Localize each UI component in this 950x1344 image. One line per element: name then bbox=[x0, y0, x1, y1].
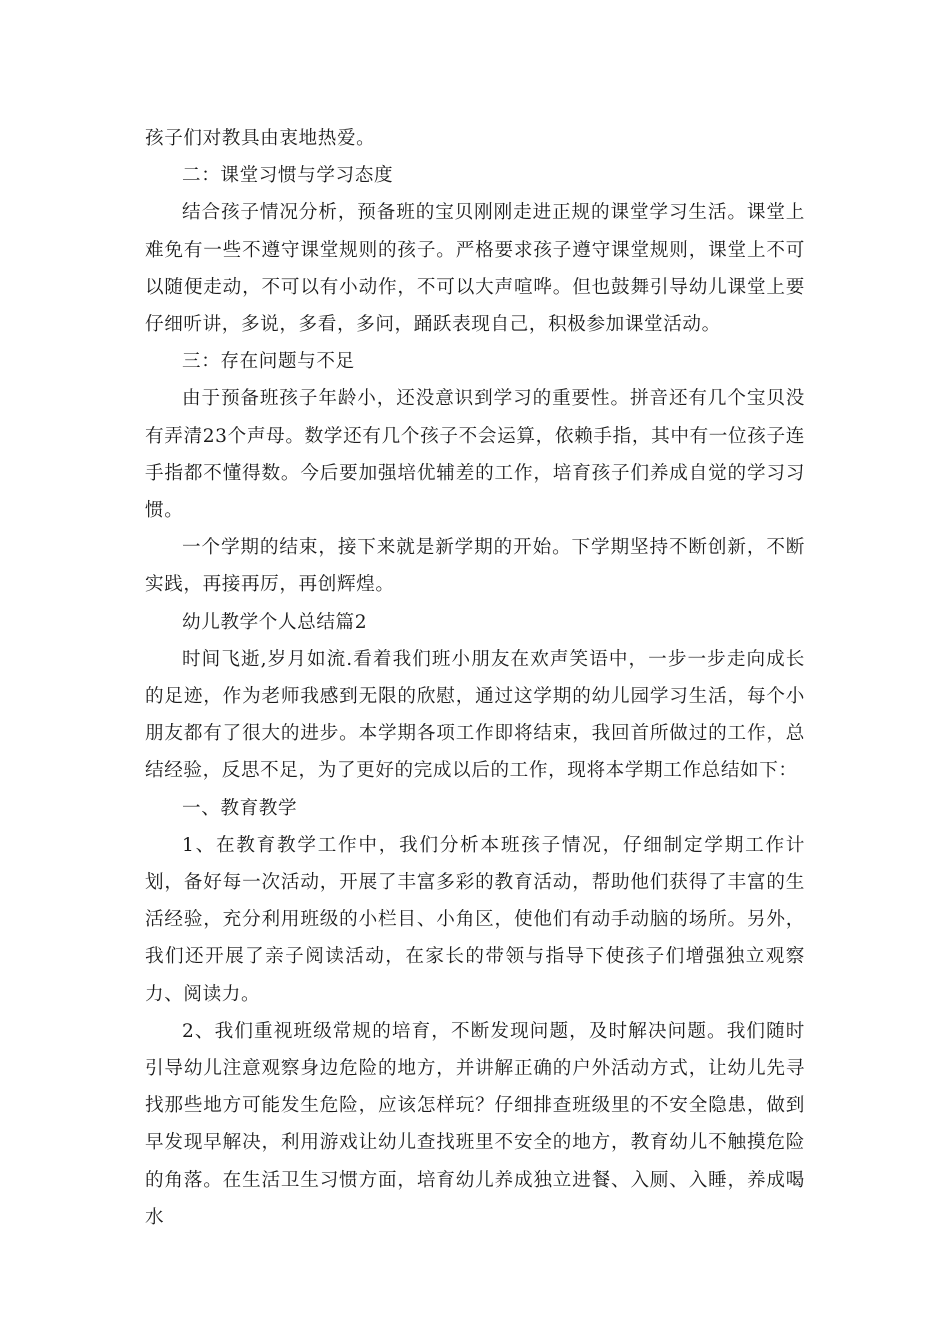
paragraph-item-2: 2、我们重视班级常规的培育，不断发现问题，及时解决问题。我们随时引导幼儿注意观察身边危险的地方，并讲解正确的户外活动方式，让幼儿先寻找那些地方可能发生危险，应该怎样玩？仔细排查班级里的不安全隐患，做到早发现早解决，利用游戏让幼儿查找班里不安全的地方，教育幼儿不触摸危险的角落。在生活卫生习惯方面，培育幼儿养成独立进餐、入厕、入睡，养成喝水 bbox=[145, 1020, 805, 1228]
article-title-part-2: 幼儿教学个人总结篇2 bbox=[182, 611, 368, 633]
paragraph-problems: 由于预备班孩子年龄小，还没意识到学习的重要性。拼音还有几个宝贝没有弄清23个声母。数学还有几个孩子不会运算，依赖手指，其中有一位孩子连手指都不懂得数。今后要加强培优辅差的工作，培育孩子们养成自觉的学习习惯。 bbox=[145, 388, 805, 522]
document-body bbox=[145, 120, 805, 1236]
section-heading-problems: 三：存在问题与不足 bbox=[182, 351, 355, 373]
paragraph-semester-end: 一个学期的结束，接下来就是新学期的开始。下学期坚持不断创新，不断实践，再接再厉，再创辉煌。 bbox=[145, 537, 805, 596]
paragraph-item-1: 1、在教育教学工作中，我们分析本班孩子情况，仔细制定学期工作计划，备好每一次活动，开展了丰富多彩的教育活动，帮助他们获得了丰富的生活经验，充分利用班级的小栏目、小角区，使他们有动手动脑的场所。另外，我们还开展了亲子阅读活动，在家长的带领与指导下使孩子们增强独立观察力、阅读力。 bbox=[145, 834, 805, 1005]
paragraph-intro: 时间飞逝,岁月如流.看着我们班小朋友在欢声笑语中，一步一步走向成长的足迹，作为老师我感到无限的欣慰，通过这学期的幼儿园学习生活，每个小朋友都有了很大的进步。本学期各项工作即将结束，我回首所做过的工作，总结经验，反思不足，为了更好的完成以后的工作，现将本学期工作总结如下： bbox=[145, 648, 805, 782]
paragraph-continuation: 孩子们对教具由衷地热爱。 bbox=[145, 128, 376, 149]
section-heading-classroom-habits: 二：课堂习惯与学习态度 bbox=[182, 165, 394, 187]
paragraph-classroom-habits: 结合孩子情况分析，预备班的宝贝刚刚走进正规的课堂学习生活。课堂上难免有一些不遵守课堂规则的孩子。严格要求孩子遵守课堂规则，课堂上不可以随便走动，不可以有小动作，不可以大声喧哗。但也鼓舞引导幼儿课堂上要仔细听讲，多说，多看，多问，踊跃表现自己，积极参加课堂活动。 bbox=[145, 202, 805, 336]
section-heading-education: 一、教育教学 bbox=[182, 797, 298, 819]
